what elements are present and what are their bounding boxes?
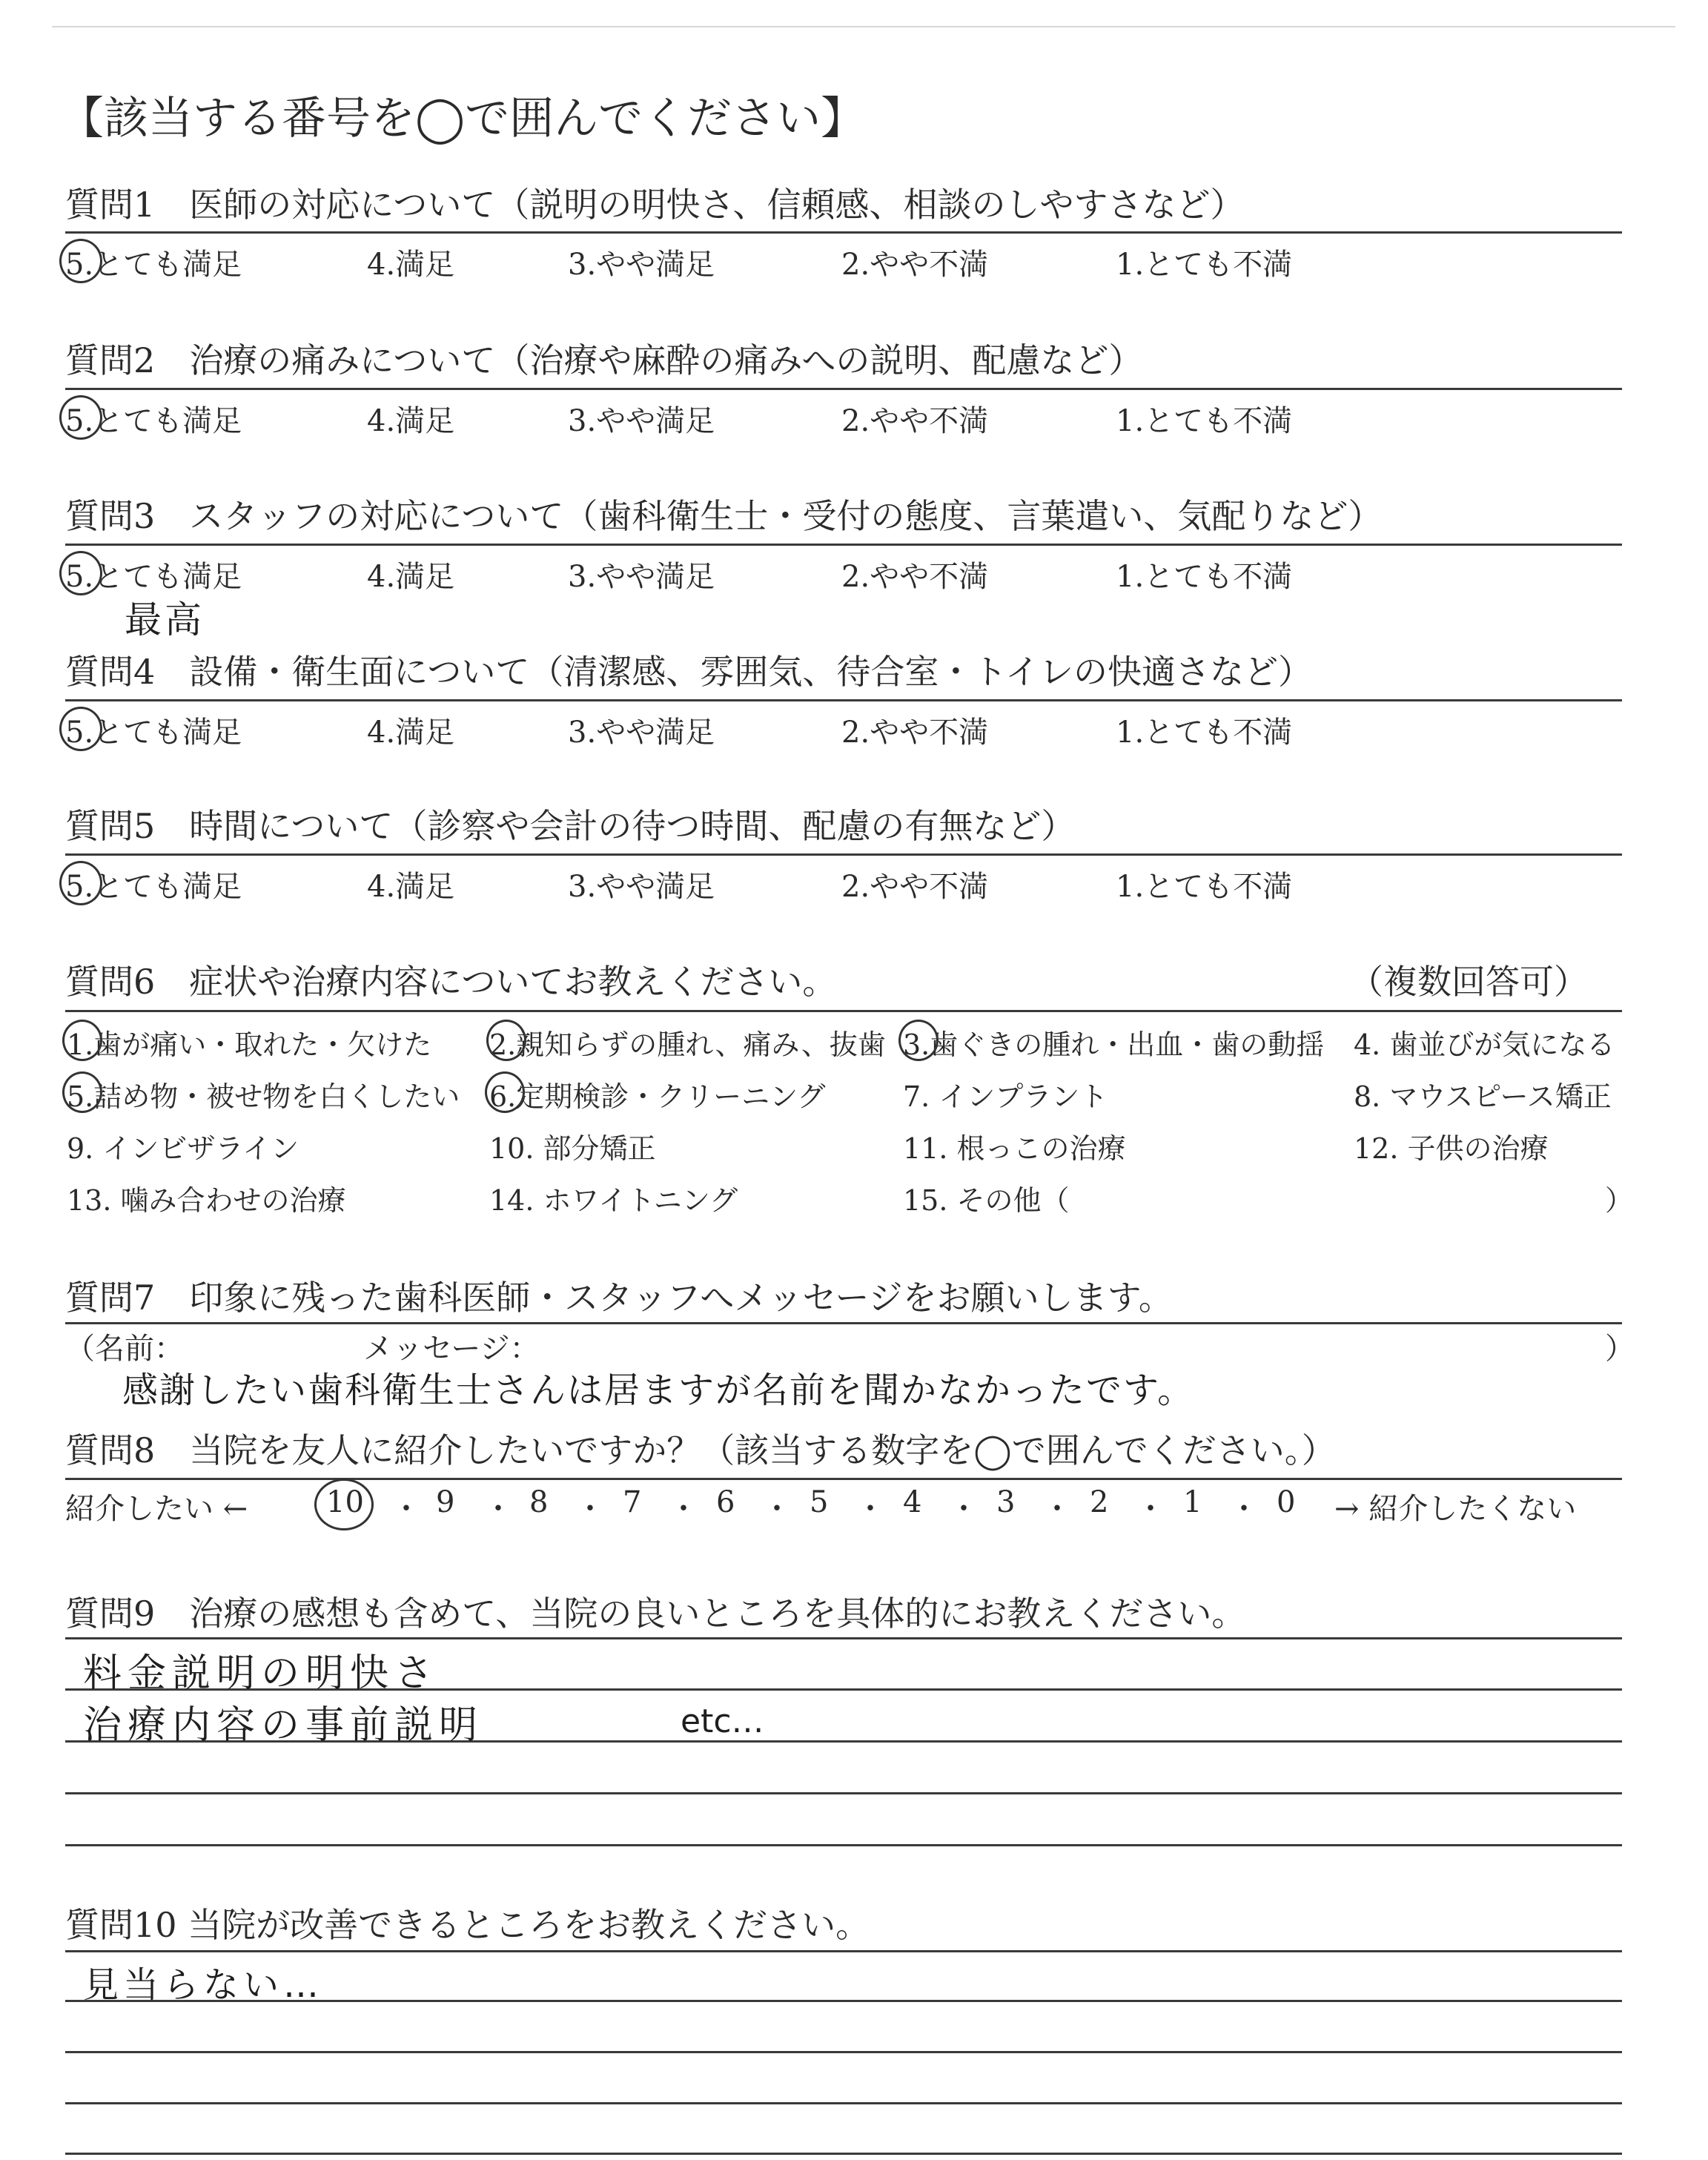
q3-option-4[interactable]: 4.満足 — [367, 560, 455, 594]
q6-item-11[interactable]: 11. 根っこの治療 — [903, 1132, 1126, 1165]
q6-item-12[interactable]: 12. 子供の治療 — [1354, 1132, 1549, 1165]
q6-item-5-circle — [62, 1071, 102, 1113]
q6-item-15[interactable]: 15. その他（ — [903, 1184, 1070, 1217]
question-9-title: 質問9 治療の感想も含めて、当院の良いところを具体的にお教えください。 — [65, 1593, 1246, 1634]
q2-option-1[interactable]: 1.とても不満 — [1116, 404, 1293, 438]
q3-option-1[interactable]: 1.とても不満 — [1116, 560, 1293, 594]
q7-handwritten-answer: 感謝したい歯科衛生士さんは居ますが名前を聞かなかったです。 — [122, 1370, 1195, 1411]
question-1-title: 質問1 医師の対応について（説明の明快さ、信頼感、相談のしやすさなど） — [65, 185, 1245, 225]
q8-dot: ・ — [483, 1492, 513, 1526]
q4-option-4[interactable]: 4.満足 — [367, 716, 455, 750]
question-6-rule — [65, 1010, 1622, 1012]
q2-option-4[interactable]: 4.満足 — [367, 404, 455, 438]
q9-line-4 — [65, 1792, 1622, 1794]
q3-option-2[interactable]: 2.やや不満 — [841, 560, 989, 594]
question-4-title: 質問4 設備・衛生面について（清潔感、雰囲気、待合室・トイレの快適さなど） — [65, 652, 1313, 692]
q6-item-14[interactable]: 14. ホワイトニング — [489, 1184, 738, 1217]
q6-item-2[interactable]: 2.親知らずの腫れ、痛み、抜歯 — [489, 1028, 886, 1061]
q6-item-9[interactable]: 9. インビザライン — [67, 1132, 299, 1165]
form-header: 【該当する番号を◯で囲んでください】 — [59, 93, 866, 145]
q3-option-3[interactable]: 3.やや満足 — [568, 560, 715, 594]
q8-score-1[interactable]: 1 — [1183, 1485, 1202, 1519]
q9-handwritten-answer-1: 料金説明の明快さ — [83, 1651, 440, 1696]
q6-item-6-circle — [485, 1071, 525, 1113]
question-6-multi-note: （複数回答可） — [1349, 962, 1588, 1002]
question-6-title: 質問6 症状や治療内容についてお教えください。 — [65, 962, 837, 1002]
q2-option-3[interactable]: 3.やや満足 — [568, 404, 715, 438]
q5-option-2[interactable]: 2.やや不満 — [841, 870, 989, 904]
question-4-rule — [65, 699, 1622, 701]
question-3-rule — [65, 544, 1622, 546]
q4-option-3[interactable]: 3.やや満足 — [568, 716, 715, 750]
q9-line-5 — [65, 1844, 1622, 1846]
q9-handwritten-answer-2: 治療内容の事前説明 — [83, 1703, 484, 1748]
q8-dot: ・ — [669, 1492, 698, 1526]
q5-option-4[interactable]: 4.満足 — [367, 870, 455, 904]
q4-selected-circle — [59, 707, 102, 751]
page-top-border — [52, 26, 1675, 27]
q2-option-5[interactable]: 5.とても満足 — [65, 404, 242, 438]
q4-option-1[interactable]: 1.とても不満 — [1116, 716, 1293, 750]
q6-item-15-close: ） — [1605, 1184, 1634, 1217]
q4-option-2[interactable]: 2.やや不満 — [841, 716, 989, 750]
q5-option-5[interactable]: 5.とても満足 — [65, 870, 242, 904]
q8-score-2[interactable]: 2 — [1090, 1485, 1109, 1519]
q8-dot: ・ — [949, 1492, 979, 1526]
q1-option-2[interactable]: 2.やや不満 — [841, 248, 989, 282]
q8-score-5[interactable]: 5 — [810, 1485, 829, 1519]
question-2-title: 質問2 治療の痛みについて（治療や麻酔の痛みへの説明、配慮など） — [65, 340, 1143, 380]
q3-handwritten-note: 最高 — [125, 598, 205, 641]
q1-option-4[interactable]: 4.満足 — [367, 248, 455, 282]
q8-score-6[interactable]: 6 — [716, 1485, 735, 1519]
question-10-title: 質問10 当院が改善できるところをお教えください。 — [65, 1905, 870, 1945]
q8-selected-circle — [314, 1479, 374, 1530]
q1-option-1[interactable]: 1.とても不満 — [1116, 248, 1293, 282]
q6-item-6[interactable]: 6.定期検診・クリーニング — [489, 1080, 826, 1113]
q6-item-3[interactable]: 3.歯ぐきの腫れ・出血・歯の動揺 — [903, 1028, 1325, 1061]
q10-line-5 — [65, 2153, 1622, 2155]
q8-score-0[interactable]: 0 — [1277, 1485, 1296, 1519]
q5-selected-circle — [59, 861, 102, 905]
q6-item-13[interactable]: 13. 噛み合わせの治療 — [67, 1184, 346, 1217]
q6-item-10[interactable]: 10. 部分矯正 — [489, 1132, 656, 1165]
q6-item-7[interactable]: 7. インプラント — [903, 1080, 1108, 1113]
q6-item-1-circle — [62, 1020, 102, 1061]
q1-option-5[interactable]: 5.とても満足 — [65, 248, 242, 282]
q8-dot: ・ — [391, 1492, 421, 1526]
q10-line-3 — [65, 2051, 1622, 2053]
q2-selected-circle — [59, 395, 102, 440]
q8-score-10[interactable]: 10 — [326, 1485, 364, 1519]
question-7-rule — [65, 1322, 1622, 1324]
q5-option-1[interactable]: 1.とても不満 — [1116, 870, 1293, 904]
q6-item-5[interactable]: 5.詰め物・被せ物を白くしたい — [67, 1080, 460, 1113]
q8-score-3[interactable]: 3 — [996, 1485, 1016, 1519]
q7-message-label: メッセージ： — [363, 1332, 540, 1366]
q8-score-9[interactable]: 9 — [436, 1485, 455, 1519]
q9-handwritten-etc: etc… — [681, 1702, 764, 1740]
question-8-rule — [65, 1478, 1622, 1480]
q8-score-4[interactable]: 4 — [903, 1485, 922, 1519]
question-5-title: 質問5 時間について（診察や会計の待つ時間、配慮の有無など） — [65, 806, 1076, 846]
q3-selected-circle — [59, 551, 102, 595]
q8-dot: ・ — [575, 1492, 605, 1526]
q10-line-1 — [65, 1950, 1622, 1952]
q8-dot: ・ — [1136, 1492, 1165, 1526]
q6-item-4[interactable]: 4. 歯並びが気になる — [1354, 1028, 1615, 1061]
q8-dot: ・ — [1229, 1492, 1259, 1526]
q4-option-5[interactable]: 5.とても満足 — [65, 716, 242, 750]
q8-dot: ・ — [1042, 1492, 1072, 1526]
q1-selected-circle — [59, 239, 102, 283]
question-5-rule — [65, 853, 1622, 856]
q1-option-3[interactable]: 3.やや満足 — [568, 248, 715, 282]
q6-item-1[interactable]: 1.歯が痛い・取れた・欠けた — [67, 1028, 432, 1061]
q8-dot: ・ — [762, 1492, 792, 1526]
q7-name-label: （名前： — [65, 1332, 184, 1366]
q6-item-2-circle — [486, 1020, 526, 1061]
q2-option-2[interactable]: 2.やや不満 — [841, 404, 989, 438]
q10-handwritten-answer: 見当らない… — [83, 1964, 324, 2006]
q6-item-8[interactable]: 8. マウスピース矯正 — [1354, 1080, 1612, 1113]
q8-score-8[interactable]: 8 — [529, 1485, 549, 1519]
q9-line-1 — [65, 1637, 1622, 1639]
q7-close-paren: ） — [1605, 1332, 1635, 1366]
q5-option-3[interactable]: 3.やや満足 — [568, 870, 715, 904]
q3-option-5[interactable]: 5.とても満足 — [65, 560, 242, 594]
question-2-rule — [65, 388, 1622, 390]
question-3-title: 質問3 スタッフの対応について（歯科衛生士・受付の態度、言葉遣い、気配りなど） — [65, 496, 1383, 536]
question-7-title: 質問7 印象に残った歯科医師・スタッフへメッセージをお願いします。 — [65, 1278, 1173, 1318]
q8-score-7[interactable]: 7 — [623, 1485, 642, 1519]
q8-dot: ・ — [855, 1492, 885, 1526]
q10-line-4 — [65, 2102, 1622, 2104]
q8-left-label: 紹介したい ← — [65, 1492, 248, 1526]
q6-item-3-circle — [898, 1020, 939, 1061]
question-8-title: 質問8 当院を友人に紹介したいですか？（該当する数字を◯で囲んでください。） — [65, 1430, 1336, 1470]
question-1-rule — [65, 231, 1622, 234]
q8-right-label: → 紹介したくない — [1334, 1492, 1577, 1526]
